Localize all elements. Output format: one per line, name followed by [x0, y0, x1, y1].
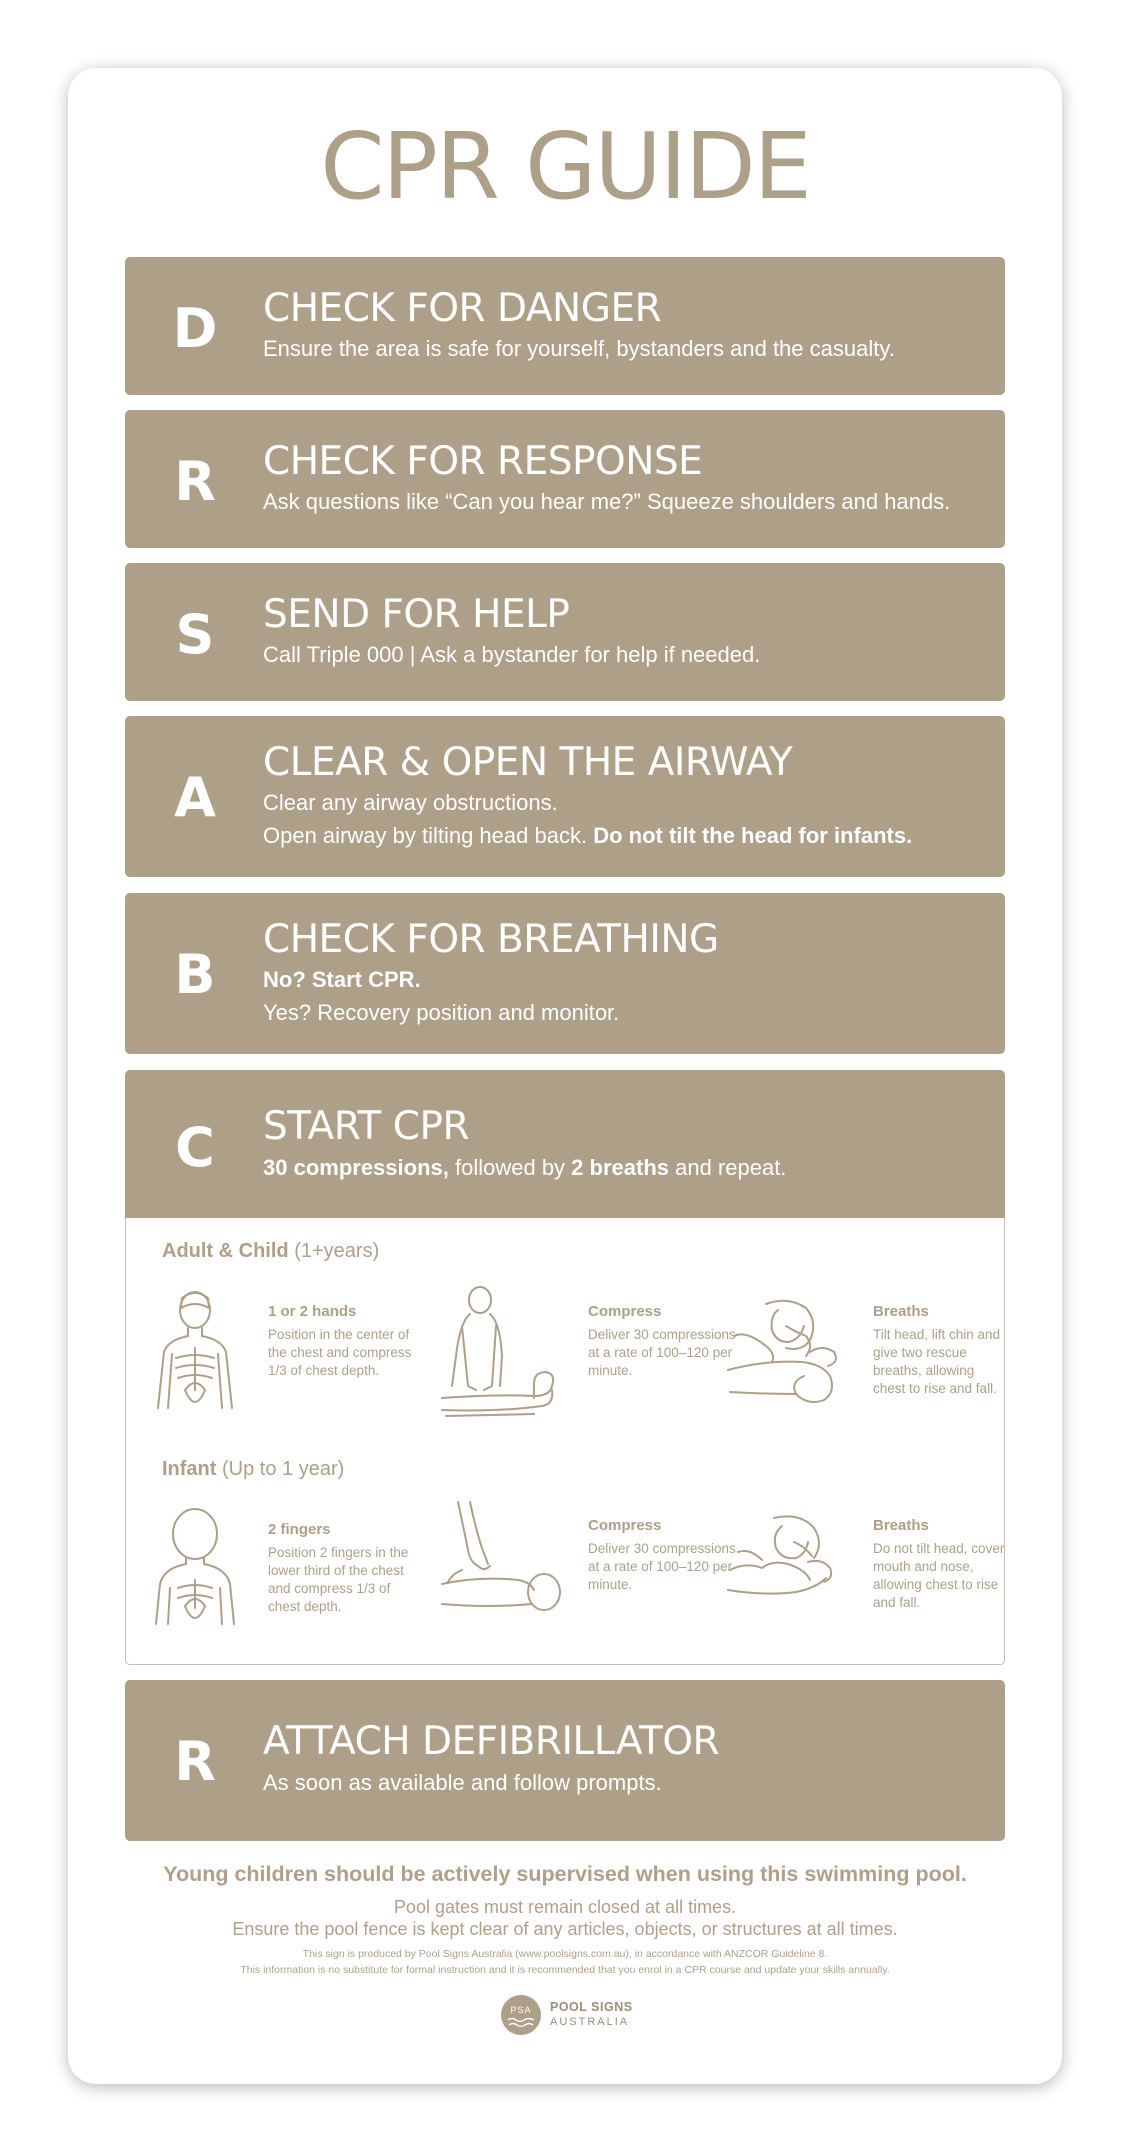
infant-compression-icon: [438, 1500, 568, 1620]
caption-text: Tilt head, lift chin and give two rescue breaths, allowing chest to rise and fall.: [873, 1327, 1001, 1396]
caption-title: Breaths: [873, 1303, 929, 1320]
caption-text: Position 2 fingers in the lower third of the chest and compress 1/3 of chest depth.: [268, 1545, 409, 1614]
gates-notice: Pool gates must remain closed at all times.: [393, 1897, 737, 1917]
logo-line1: POOL SIGNS: [550, 2000, 633, 2014]
step-text-regular: followed by: [448, 1155, 572, 1180]
step-danger-panel: [125, 257, 1005, 395]
adult-group-label: [162, 1240, 379, 1263]
page-title: CPR GUIDE: [320, 113, 810, 220]
step-letter: C: [175, 1116, 215, 1179]
step-letter: R: [174, 450, 216, 513]
step-letter: B: [174, 943, 216, 1006]
step-text-bold: 2 breaths: [571, 1155, 669, 1180]
step-text-regular: and repeat.: [669, 1155, 787, 1180]
caption-text: Do not tilt head, cover mouth and nose, allowing chest to rise and fall.: [873, 1541, 1005, 1610]
step-letter: D: [172, 297, 218, 360]
infant-group-label: [162, 1458, 344, 1481]
fence-notice: Ensure the pool fence is kept clear of any articles, objects, or structures at all times.: [232, 1919, 898, 1939]
adult-rescue-breath-icon: [726, 1296, 856, 1406]
step-heading: SEND FOR HELP: [263, 592, 570, 637]
step-text: Yes? Recovery position and monitor.: [263, 1000, 620, 1025]
caption-text: Deliver 30 compressions at a rate of 100–120 per minute.: [588, 1327, 736, 1378]
logo-line2: AUSTRALIA: [550, 2016, 630, 2028]
step-text: Call Triple 000 | Ask a bystander for help if needed.: [263, 642, 761, 667]
step-response-panel: [125, 410, 1005, 548]
fine-print: This information is no substitute for formal instruction and it is recommended that you enrol in a CPR course and update your skills annually.: [240, 1964, 890, 1976]
step-text: [263, 1153, 786, 1183]
cpr-instructions-box: [125, 1218, 1005, 1665]
step-letter: A: [174, 766, 216, 829]
caption-text: Deliver 30 compressions at a rate of 100–120 per minute.: [588, 1541, 736, 1592]
adult-compression-icon: [438, 1286, 568, 1421]
group-label-bold: Adult & Child: [162, 1240, 289, 1262]
step-text: As soon as available and follow prompts.: [263, 1770, 662, 1795]
pool-signs-australia-logo: [500, 1994, 640, 2036]
step-airway-panel: [125, 716, 1005, 877]
group-label-rest: (Up to 1 year): [216, 1458, 345, 1480]
step-cpr-panel: [125, 1070, 1005, 1220]
fine-print: This sign is produced by Pool Signs Australia (www.poolsigns.com.au), in accordance with ANZCOR Guideline 8.: [302, 1948, 828, 1960]
step-heading: START CPR: [263, 1104, 470, 1149]
step-defibrillator-panel: [125, 1680, 1005, 1841]
group-label-rest: (1+years): [288, 1240, 380, 1262]
supervision-notice: Young children should be actively supervised when using this swimming pool.: [163, 1862, 967, 1886]
group-label-bold: Infant: [162, 1458, 217, 1480]
caption-text: Position in the center of the chest and compress 1/3 of chest depth.: [268, 1327, 412, 1378]
step-heading: CHECK FOR BREATHING: [263, 917, 719, 962]
step-heading: ATTACH DEFIBRILLATOR: [263, 1719, 720, 1764]
step-text-bold: Do not tilt the head for infants.: [593, 823, 913, 848]
logo-mark-text: PSA: [510, 2005, 532, 2015]
caption-title: Breaths: [873, 1517, 929, 1534]
step-text-bold: No? Start CPR.: [263, 967, 421, 992]
step-heading: CHECK FOR DANGER: [263, 286, 662, 331]
step-text: Ensure the area is safe for yourself, bystanders and the casualty.: [263, 336, 895, 361]
caption-title: Compress: [588, 1303, 662, 1320]
caption-title: 1 or 2 hands: [268, 1303, 357, 1320]
step-text-regular: Open airway by tilting head back.: [263, 823, 588, 848]
step-letter: R: [174, 1730, 216, 1793]
infant-rescue-breath-icon: [726, 1512, 856, 1612]
psa-logo-icon: [500, 1994, 542, 2036]
chest-hands-icon: [152, 1290, 238, 1410]
step-text-bold: 30 compressions,: [263, 1155, 449, 1180]
step-help-panel: [125, 563, 1005, 701]
infant-chest-icon: [152, 1508, 238, 1628]
step-heading: CHECK FOR RESPONSE: [263, 439, 703, 484]
step-heading: CLEAR & OPEN THE AIRWAY: [263, 740, 793, 785]
caption-title: 2 fingers: [268, 1521, 331, 1538]
step-text: Clear any airway obstructions.: [263, 790, 558, 815]
step-breathing-panel: [125, 893, 1005, 1054]
step-text-line2: [263, 821, 912, 851]
caption-title: Compress: [588, 1517, 662, 1534]
step-letter: S: [175, 603, 215, 666]
step-text: Ask questions like “Can you hear me?” Squeeze shoulders and hands.: [263, 489, 951, 514]
